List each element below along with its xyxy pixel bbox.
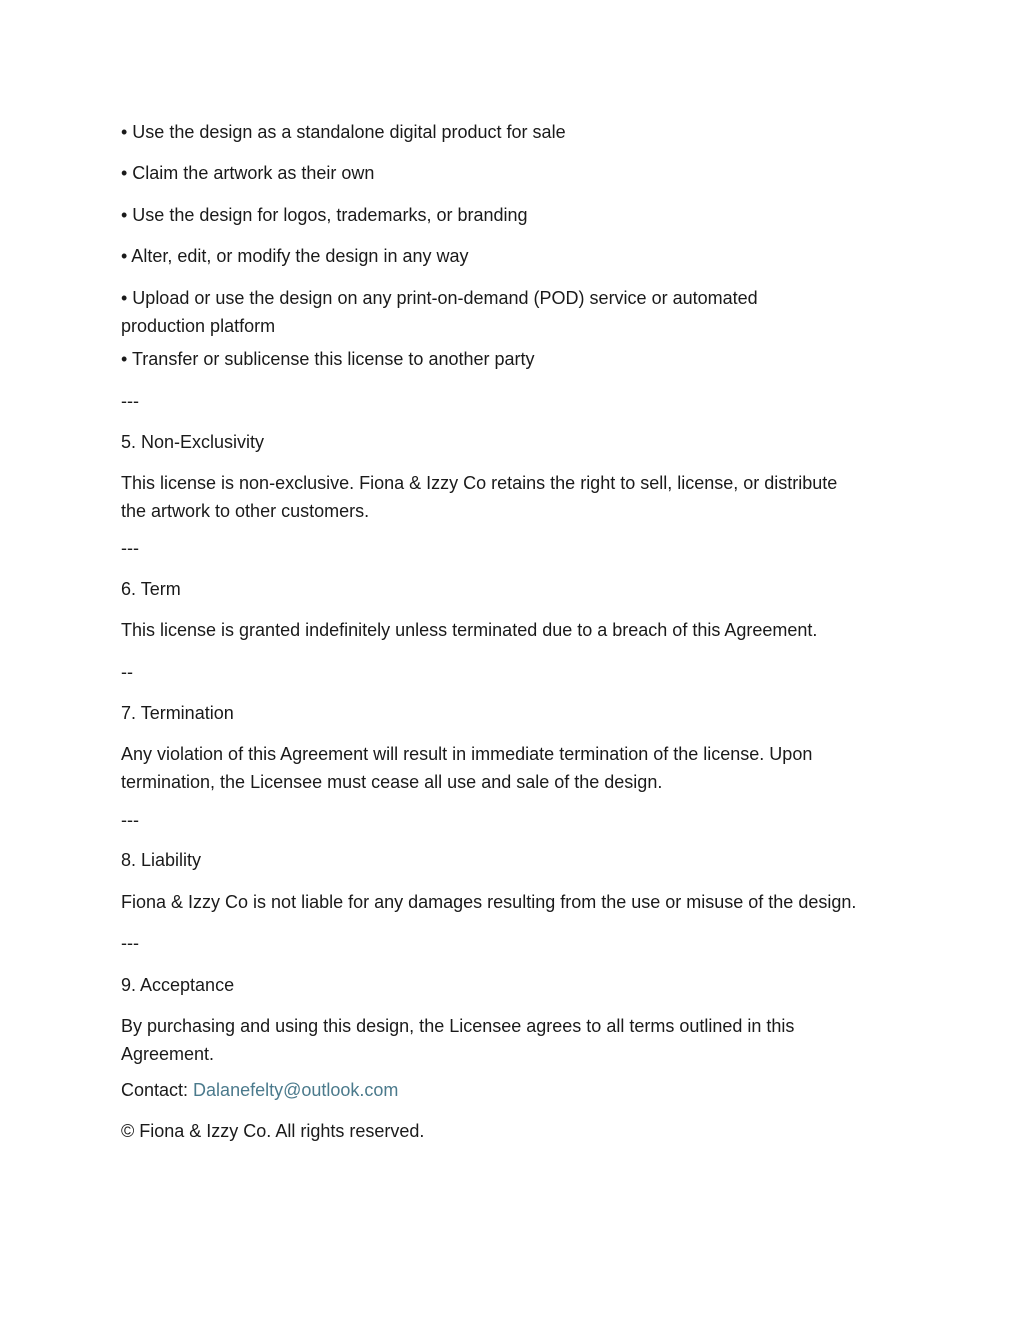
separator: ---	[121, 933, 139, 953]
section-body: This license is non-exclusive. Fiona & Izzy Co retains the right to sell, license, or distribute	[121, 473, 838, 493]
section-heading: 8. Liability	[121, 850, 202, 870]
restriction-item: • Transfer or sublicense this license to another party	[121, 349, 535, 369]
section-heading: 7. Termination	[121, 703, 234, 723]
section-body: termination, the Licensee must cease all use and sale of the design.	[121, 772, 663, 792]
contact-line	[121, 1076, 911, 1104]
separator: ---	[121, 538, 139, 558]
copyright-notice: © Fiona & Izzy Co. All rights reserved.	[121, 1121, 425, 1141]
section-body: Any violation of this Agreement will result in immediate termination of the license. Upon	[121, 744, 813, 764]
contact-email-link[interactable]: Dalanefelty@outlook.com	[193, 1080, 399, 1100]
section-body: By purchasing and using this design, the Licensee agrees to all terms outlined in this	[121, 1016, 795, 1036]
section-heading: 9. Acceptance	[121, 975, 235, 995]
section-body: This license is granted indefinitely unless terminated due to a breach of this Agreement.	[121, 620, 818, 640]
section-heading: 6. Term	[121, 579, 181, 599]
section-body: Agreement.	[121, 1044, 215, 1064]
restriction-item: • Claim the artwork as their own	[121, 163, 375, 183]
restriction-item: • Use the design for logos, trademarks, or branding	[121, 205, 528, 225]
separator: ---	[121, 391, 139, 411]
separator: --	[121, 662, 133, 682]
section-body: Fiona & Izzy Co is not liable for any damages resulting from the use or misuse of the design.	[121, 892, 857, 912]
restriction-item: • Upload or use the design on any print-on-demand (POD) service or automated	[121, 288, 758, 308]
separator: ---	[121, 810, 139, 830]
section-body: the artwork to other customers.	[121, 501, 370, 521]
restriction-item: • Alter, edit, or modify the design in any way	[121, 246, 469, 266]
contact-label: Contact:	[121, 1080, 194, 1100]
restriction-item: • Use the design as a standalone digital product for sale	[121, 122, 566, 142]
section-heading: 5. Non-Exclusivity	[121, 432, 265, 452]
restriction-item-continued: production platform	[121, 316, 276, 336]
